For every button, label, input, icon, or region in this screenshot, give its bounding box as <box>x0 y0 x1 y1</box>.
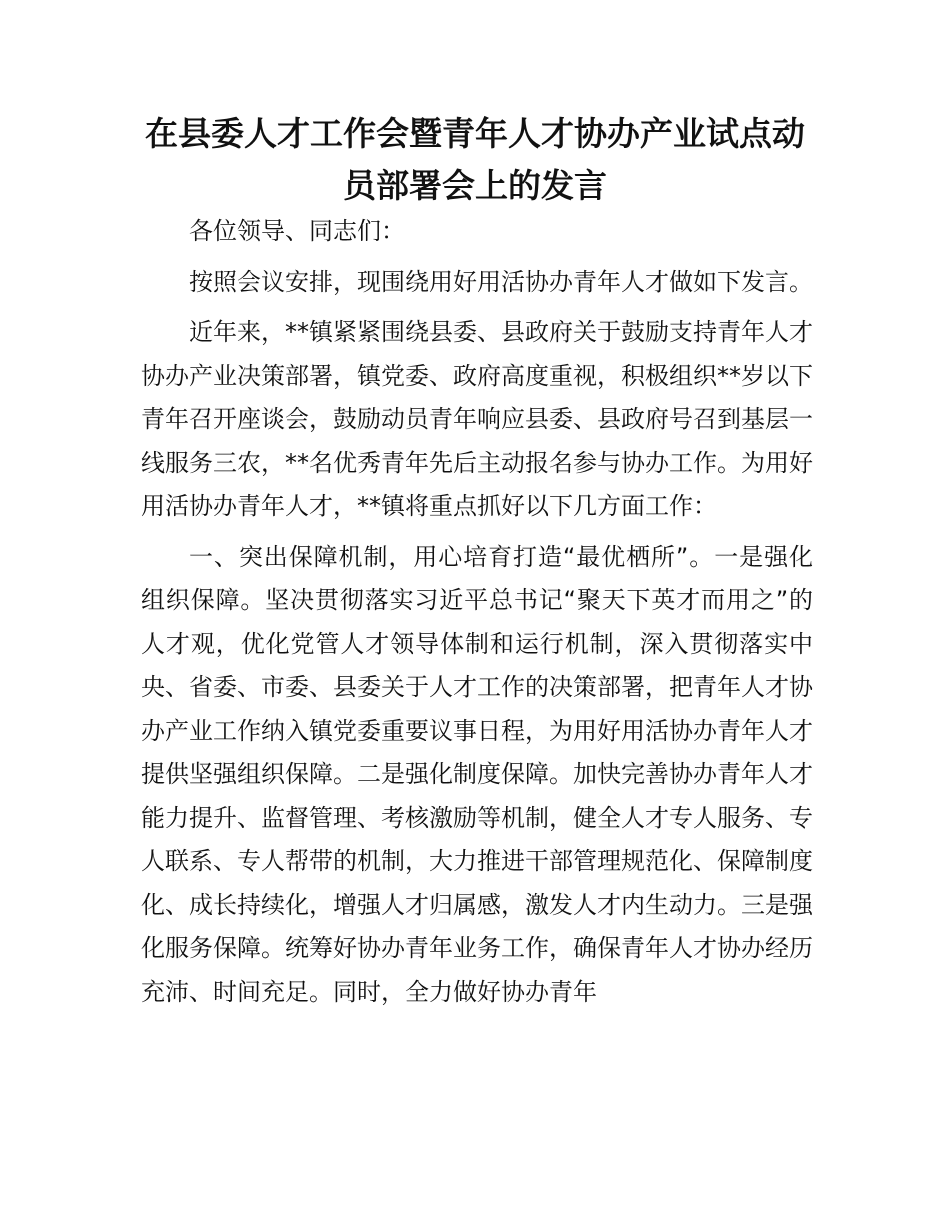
background-paragraph: 近年来，**镇紧紧围绕县委、县政府关于鼓励支持青年人才协办产业决策部署，镇党委、政府高度重视，积极组织**岁以下青年召开座谈会，鼓励动员青年响应县委、县政府号召到基层一线服务三农，**名优秀青年先后主动报名参与协办工作。为用好用活协办青年人才，**镇将重点抓好以下几方面工作： <box>141 318 813 520</box>
document-body <box>141 210 813 1021</box>
title-line-1: 在县委人才工作会暨青年人才协办产业试点动 <box>145 114 805 153</box>
document-title <box>0 108 950 212</box>
section-one-paragraph: 一、突出保障机制，用心培育打造“最优栖所”。一是强化组织保障。坚决贯彻落实习近平总书记“聚天下英才而用之”的人才观，优化党管人才领导体制和运行机制，深入贯彻落实中央、省委、市委、县委关于人才工作的决策部署，把青年人才协办产业工作纳入镇党委重要议事日程，为用好用活协办青年人才提供坚强组织保障。二是强化制度保障。加快完善协办青年人才能力提升、监督管理、考核激励等机制，健全人才专人服务、专人联系、专人帮带的机制，大力推进干部管理规范化、保障制度化、成长持续化，增强人才归属感，激发人才内生动力。三是强化服务保障。统筹好协办青年业务工作，确保青年人才协办经历充沛、时间充足。同时，全力做好协办青年 <box>141 542 813 1006</box>
intro-paragraph: 按照会议安排，现围绕用好用活协办青年人才做如下发言。 <box>189 267 813 296</box>
title-line-2: 员部署会上的发言 <box>343 166 607 205</box>
salutation-paragraph: 各位领导、同志们： <box>189 217 405 245</box>
